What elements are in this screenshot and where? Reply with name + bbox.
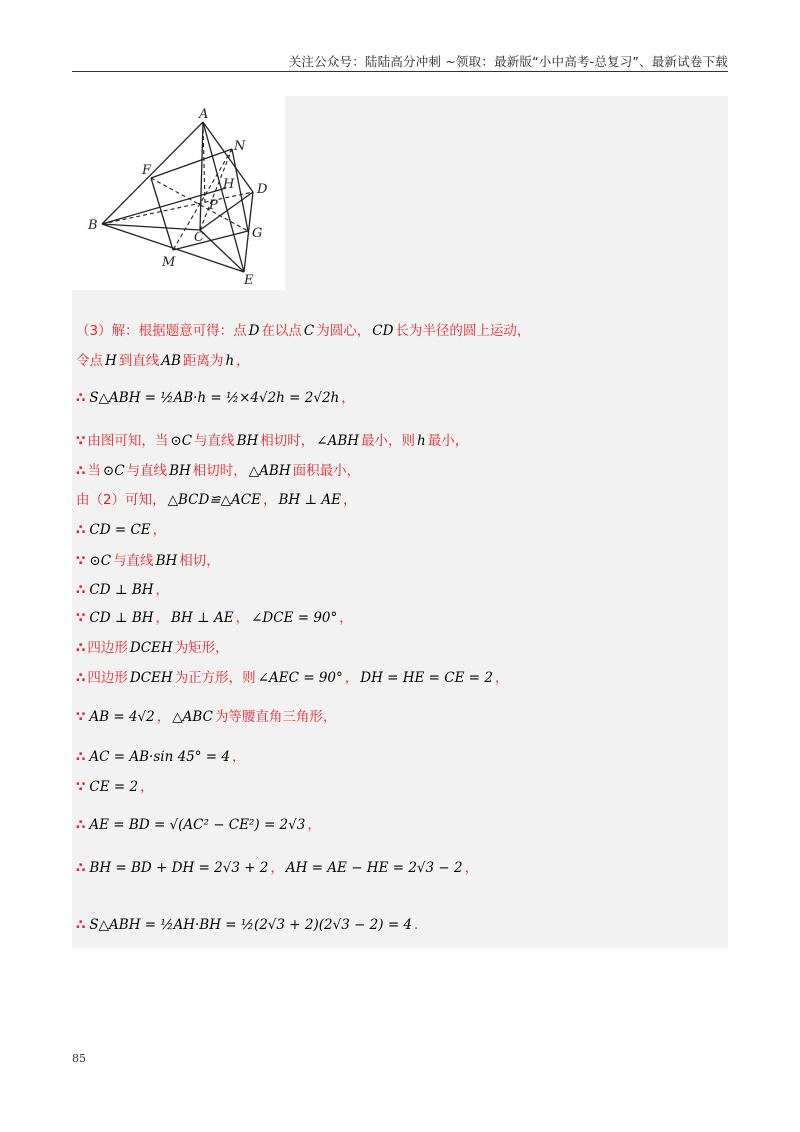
- label-e: E: [244, 273, 254, 288]
- solution-text: 根据题意可得：点: [138, 323, 247, 339]
- solution-text: 在以点: [261, 323, 302, 339]
- solution-text: 相切时，: [192, 463, 247, 479]
- geometry-figure: [72, 96, 285, 290]
- solution-line: [76, 609, 353, 627]
- solution-text: .: [414, 917, 419, 933]
- logic-symbol: ∵: [76, 610, 86, 626]
- solution-text: 四边形: [87, 670, 128, 686]
- solution-line: [76, 778, 154, 796]
- math-expression: BH ⊥ AE: [171, 610, 234, 626]
- math-expression: h: [417, 433, 426, 449]
- solution-text: ，: [341, 390, 355, 406]
- solution-text: 相切，: [179, 553, 220, 569]
- math-expression: CD: [372, 323, 394, 339]
- math-expression: CD = CE: [89, 522, 151, 538]
- math-expression: △ABH: [248, 463, 291, 479]
- solution-line: [76, 708, 336, 726]
- edge-ce: [200, 230, 244, 272]
- solution-line: [76, 322, 530, 340]
- solution-line: [76, 816, 321, 834]
- solution-text: ，: [262, 492, 277, 508]
- solution-line: [76, 352, 250, 370]
- solution-line: [76, 581, 169, 599]
- math-expression: BH = BD + DH = 2√3 + 2: [89, 860, 269, 876]
- logic-symbol: ∴: [76, 522, 86, 538]
- logic-symbol: ∴: [76, 917, 86, 933]
- solution-text: ，: [152, 522, 167, 538]
- math-expression: AH = AE − HE = 2√3 − 2: [285, 860, 463, 876]
- math-expression: BH: [155, 553, 178, 569]
- label-f: F: [142, 163, 152, 178]
- step-label: （3）解：: [76, 323, 139, 339]
- solution-line: [76, 491, 357, 509]
- math-expression: h: [225, 353, 235, 369]
- math-expression: D: [248, 323, 260, 339]
- logic-symbol: ∴: [76, 582, 86, 598]
- solution-text: 当: [87, 463, 101, 479]
- solution-text: 为等腰直角三角形，: [214, 709, 337, 725]
- solution-line: [76, 432, 468, 450]
- solution-line: [76, 748, 245, 766]
- label-c: C: [194, 230, 204, 245]
- math-expression: H: [105, 353, 117, 369]
- label-m: M: [162, 255, 176, 270]
- label-n: N: [234, 139, 246, 154]
- math-expression: DCEH: [129, 670, 173, 686]
- logic-symbol: ∴: [76, 749, 86, 765]
- header-divider: [72, 71, 728, 72]
- label-b: B: [88, 218, 98, 233]
- page-header: 关注公众号：陆陆高分冲刺 ~领取：最新版“小中高考-总复习”、最新试卷下载: [288, 54, 728, 69]
- logic-symbol: ∵: [76, 709, 86, 725]
- solution-line: [76, 859, 478, 877]
- math-expression: S△ABH = ½AH·BH = ½(2√3 + 2)(2√3 − 2) = 4: [89, 917, 413, 933]
- logic-symbol: ∴: [76, 640, 86, 656]
- solution-text: ，: [343, 492, 357, 508]
- solution-text: ，: [155, 582, 170, 598]
- solution-text: ，: [307, 817, 321, 833]
- solution-line: [76, 552, 220, 570]
- math-expression: BH: [236, 433, 259, 449]
- solution-text: 由（2）可知，: [76, 492, 166, 508]
- solution-text: 为矩形，: [174, 640, 229, 656]
- solution-text: ，: [231, 749, 246, 765]
- page-number: 85: [72, 1052, 86, 1065]
- math-expression: ⊙C: [170, 433, 193, 449]
- solution-text: ，: [140, 779, 154, 795]
- math-expression: C: [303, 323, 315, 339]
- solution-text: ，: [270, 860, 284, 876]
- math-expression: ∠ABH: [316, 433, 360, 449]
- solution-text: 与直线: [126, 463, 168, 479]
- solution-text: 为正方形，则: [174, 670, 256, 686]
- logic-symbol: ∵: [76, 553, 86, 569]
- label-a: A: [199, 107, 209, 122]
- solution-text: 四边形: [87, 640, 128, 656]
- math-expression: AB: [161, 353, 181, 369]
- solution-line: [76, 916, 418, 934]
- math-expression: AB = 4√2: [89, 709, 155, 725]
- label-d: D: [257, 182, 268, 197]
- logic-symbol: ∴: [76, 390, 86, 406]
- solution-line: [76, 462, 360, 480]
- solution-text: ，: [494, 670, 509, 686]
- edge-fn: [151, 149, 232, 178]
- logic-symbol: ∴: [76, 817, 86, 833]
- solution-text: 距离为: [182, 353, 224, 369]
- logic-symbol: ∴: [76, 860, 86, 876]
- math-expression: BH: [169, 463, 191, 479]
- math-expression: ⊙C: [89, 553, 112, 569]
- solution-text: 面积最小，: [292, 463, 361, 479]
- label-h: H: [223, 177, 235, 192]
- math-expression: AE = BD = √(AC² − CE²) = 2√3: [89, 817, 306, 833]
- logic-symbol: ∴: [76, 463, 86, 479]
- solution-text: 长为半径的圆上运动，: [395, 323, 531, 339]
- solution-text: 最小，: [427, 433, 469, 449]
- math-expression: ∠DCE = 90°: [251, 610, 338, 626]
- logic-symbol: ∵: [76, 779, 86, 795]
- solution-text: 与直线: [113, 553, 154, 569]
- logic-symbol: ∴: [76, 670, 86, 686]
- solution-text: ，: [464, 860, 479, 876]
- solution-line: [76, 521, 166, 539]
- solution-text: 由图可知，当: [87, 433, 169, 449]
- solution-text: ，: [235, 610, 250, 626]
- math-expression: △ABC: [172, 709, 213, 725]
- solution-text: 为圆心，: [316, 323, 371, 339]
- logic-symbol: ∵: [76, 433, 86, 449]
- label-p: P: [209, 198, 218, 213]
- solution-text: ，: [155, 610, 170, 626]
- solution-text: 到直线: [118, 353, 160, 369]
- math-expression: BH ⊥ AE: [278, 492, 342, 508]
- math-expression: △BCD≌△ACE: [167, 492, 261, 508]
- solution-text: 令点: [76, 353, 103, 369]
- solution-text: ，: [339, 610, 353, 626]
- edge-ac: [200, 122, 203, 230]
- solution-text: 最小，则: [361, 433, 416, 449]
- math-expression: S△ABH = ½AB·h = ½×4√2h = 2√2h: [89, 390, 340, 406]
- solution-line: [76, 389, 355, 407]
- math-expression: CD ⊥ BH: [89, 582, 154, 598]
- math-expression: ∠AEC = 90°: [257, 670, 343, 686]
- solution-text: 与直线: [194, 433, 235, 449]
- solution-line: [76, 639, 229, 657]
- solution-text: ，: [236, 353, 250, 369]
- solution-text: ，: [344, 670, 359, 686]
- math-expression: CD ⊥ BH: [89, 610, 154, 626]
- math-expression: AC = AB·sin 45° = 4: [89, 749, 230, 765]
- math-expression: DH = HE = CE = 2: [360, 670, 493, 686]
- figure-svg: [72, 96, 285, 290]
- edge-ng: [232, 149, 248, 231]
- solution-text: ，: [156, 709, 171, 725]
- math-expression: ⊙C: [102, 463, 125, 479]
- solution-line: [76, 669, 508, 687]
- solution-text: 相切时，: [260, 433, 315, 449]
- math-expression: CE = 2: [89, 779, 139, 795]
- label-g: G: [252, 226, 263, 241]
- math-expression: DCEH: [129, 640, 173, 656]
